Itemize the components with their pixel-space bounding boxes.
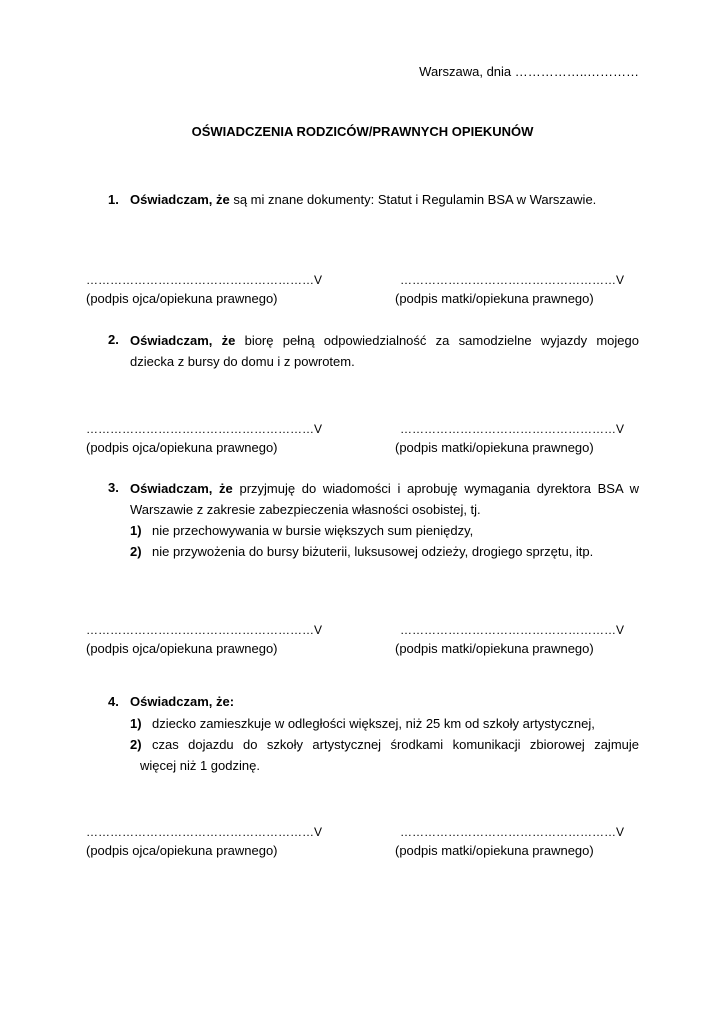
document-title: OŚWIADCZENIA RODZICÓW/PRAWNYCH OPIEKUNÓW — [191, 124, 534, 139]
father-signature-line-4: …………………………………………………V — [86, 825, 323, 839]
section-3-item-1: 1) nie przechowywania w bursie większych sum pieniędzy, — [130, 523, 474, 538]
father-signature-label-2: (podpis ojca/opiekuna prawnego) — [86, 440, 278, 455]
section-4-number: 4. — [108, 694, 119, 709]
mother-signature-line-2: ………………………………………………V — [400, 422, 625, 436]
section-3-body-line2: Warszawie z zakresie zabezpieczenia własności osobistej, tj. — [130, 502, 481, 517]
mother-signature-line-3: ………………………………………………V — [400, 623, 625, 637]
section-3-text — [130, 478, 639, 520]
father-signature-label-1: (podpis ojca/opiekuna prawnego) — [86, 291, 278, 306]
section-4-item-1: 1) dziecko zamieszkuje w odległości większej, niż 25 km od szkoły artystycznej, — [130, 716, 595, 731]
section-3-lead: Oświadczam, że — [130, 481, 233, 496]
section-4-item-2: 2) czas dojazdu do szkoły artystycznej środkami komunikacji zbiorowej zajmuje więcej niż 1 godzinę. — [130, 737, 639, 773]
section-2-body-line2: dziecka z bursy do domu i z powrotem. — [130, 354, 355, 369]
section-1-lead: Oświadczam, że — [130, 192, 230, 207]
mother-signature-label-1: (podpis matki/opiekuna prawnego) — [395, 291, 594, 306]
section-2-body-line1: biorę pełną odpowiedzialność za samodzielne wyjazdy mojego — [235, 333, 639, 348]
section-1-number: 1. — [108, 192, 119, 207]
mother-signature-line-4: ………………………………………………V — [400, 825, 625, 839]
mother-signature-label-2: (podpis matki/opiekuna prawnego) — [395, 440, 594, 455]
father-signature-label-3: (podpis ojca/opiekuna prawnego) — [86, 641, 278, 656]
father-signature-line-3: …………………………………………………V — [86, 623, 323, 637]
section-3-number: 3. — [108, 480, 119, 495]
section-2-number: 2. — [108, 332, 119, 347]
father-signature-line-1: …………………………………………………V — [86, 273, 323, 287]
section-3-body-line1: przyjmuję do wiadomości i aprobuję wymagania dyrektora BSA w — [232, 481, 639, 496]
mother-signature-line-1: ………………………………………………V — [400, 273, 625, 287]
section-2-lead: Oświadczam, że — [130, 333, 236, 348]
section-3-item-2: 2) nie przywożenia do bursy biżuterii, luksusowej odzieży, drogiego sprzętu, itp. — [130, 544, 594, 559]
section-1-body: są mi znane dokumenty: Statut i Regulamin BSA w Warszawie. — [229, 192, 597, 207]
father-signature-label-4: (podpis ojca/opiekuna prawnego) — [86, 843, 278, 858]
section-4-lead: Oświadczam, że: — [130, 694, 235, 709]
date-line: Warszawa, dnia ……………..………… — [419, 64, 639, 79]
mother-signature-label-3: (podpis matki/opiekuna prawnego) — [395, 641, 594, 656]
mother-signature-label-4: (podpis matki/opiekuna prawnego) — [395, 843, 594, 858]
section-2-text — [130, 330, 639, 372]
father-signature-line-2: …………………………………………………V — [86, 422, 323, 436]
section-1-text — [130, 192, 596, 208]
